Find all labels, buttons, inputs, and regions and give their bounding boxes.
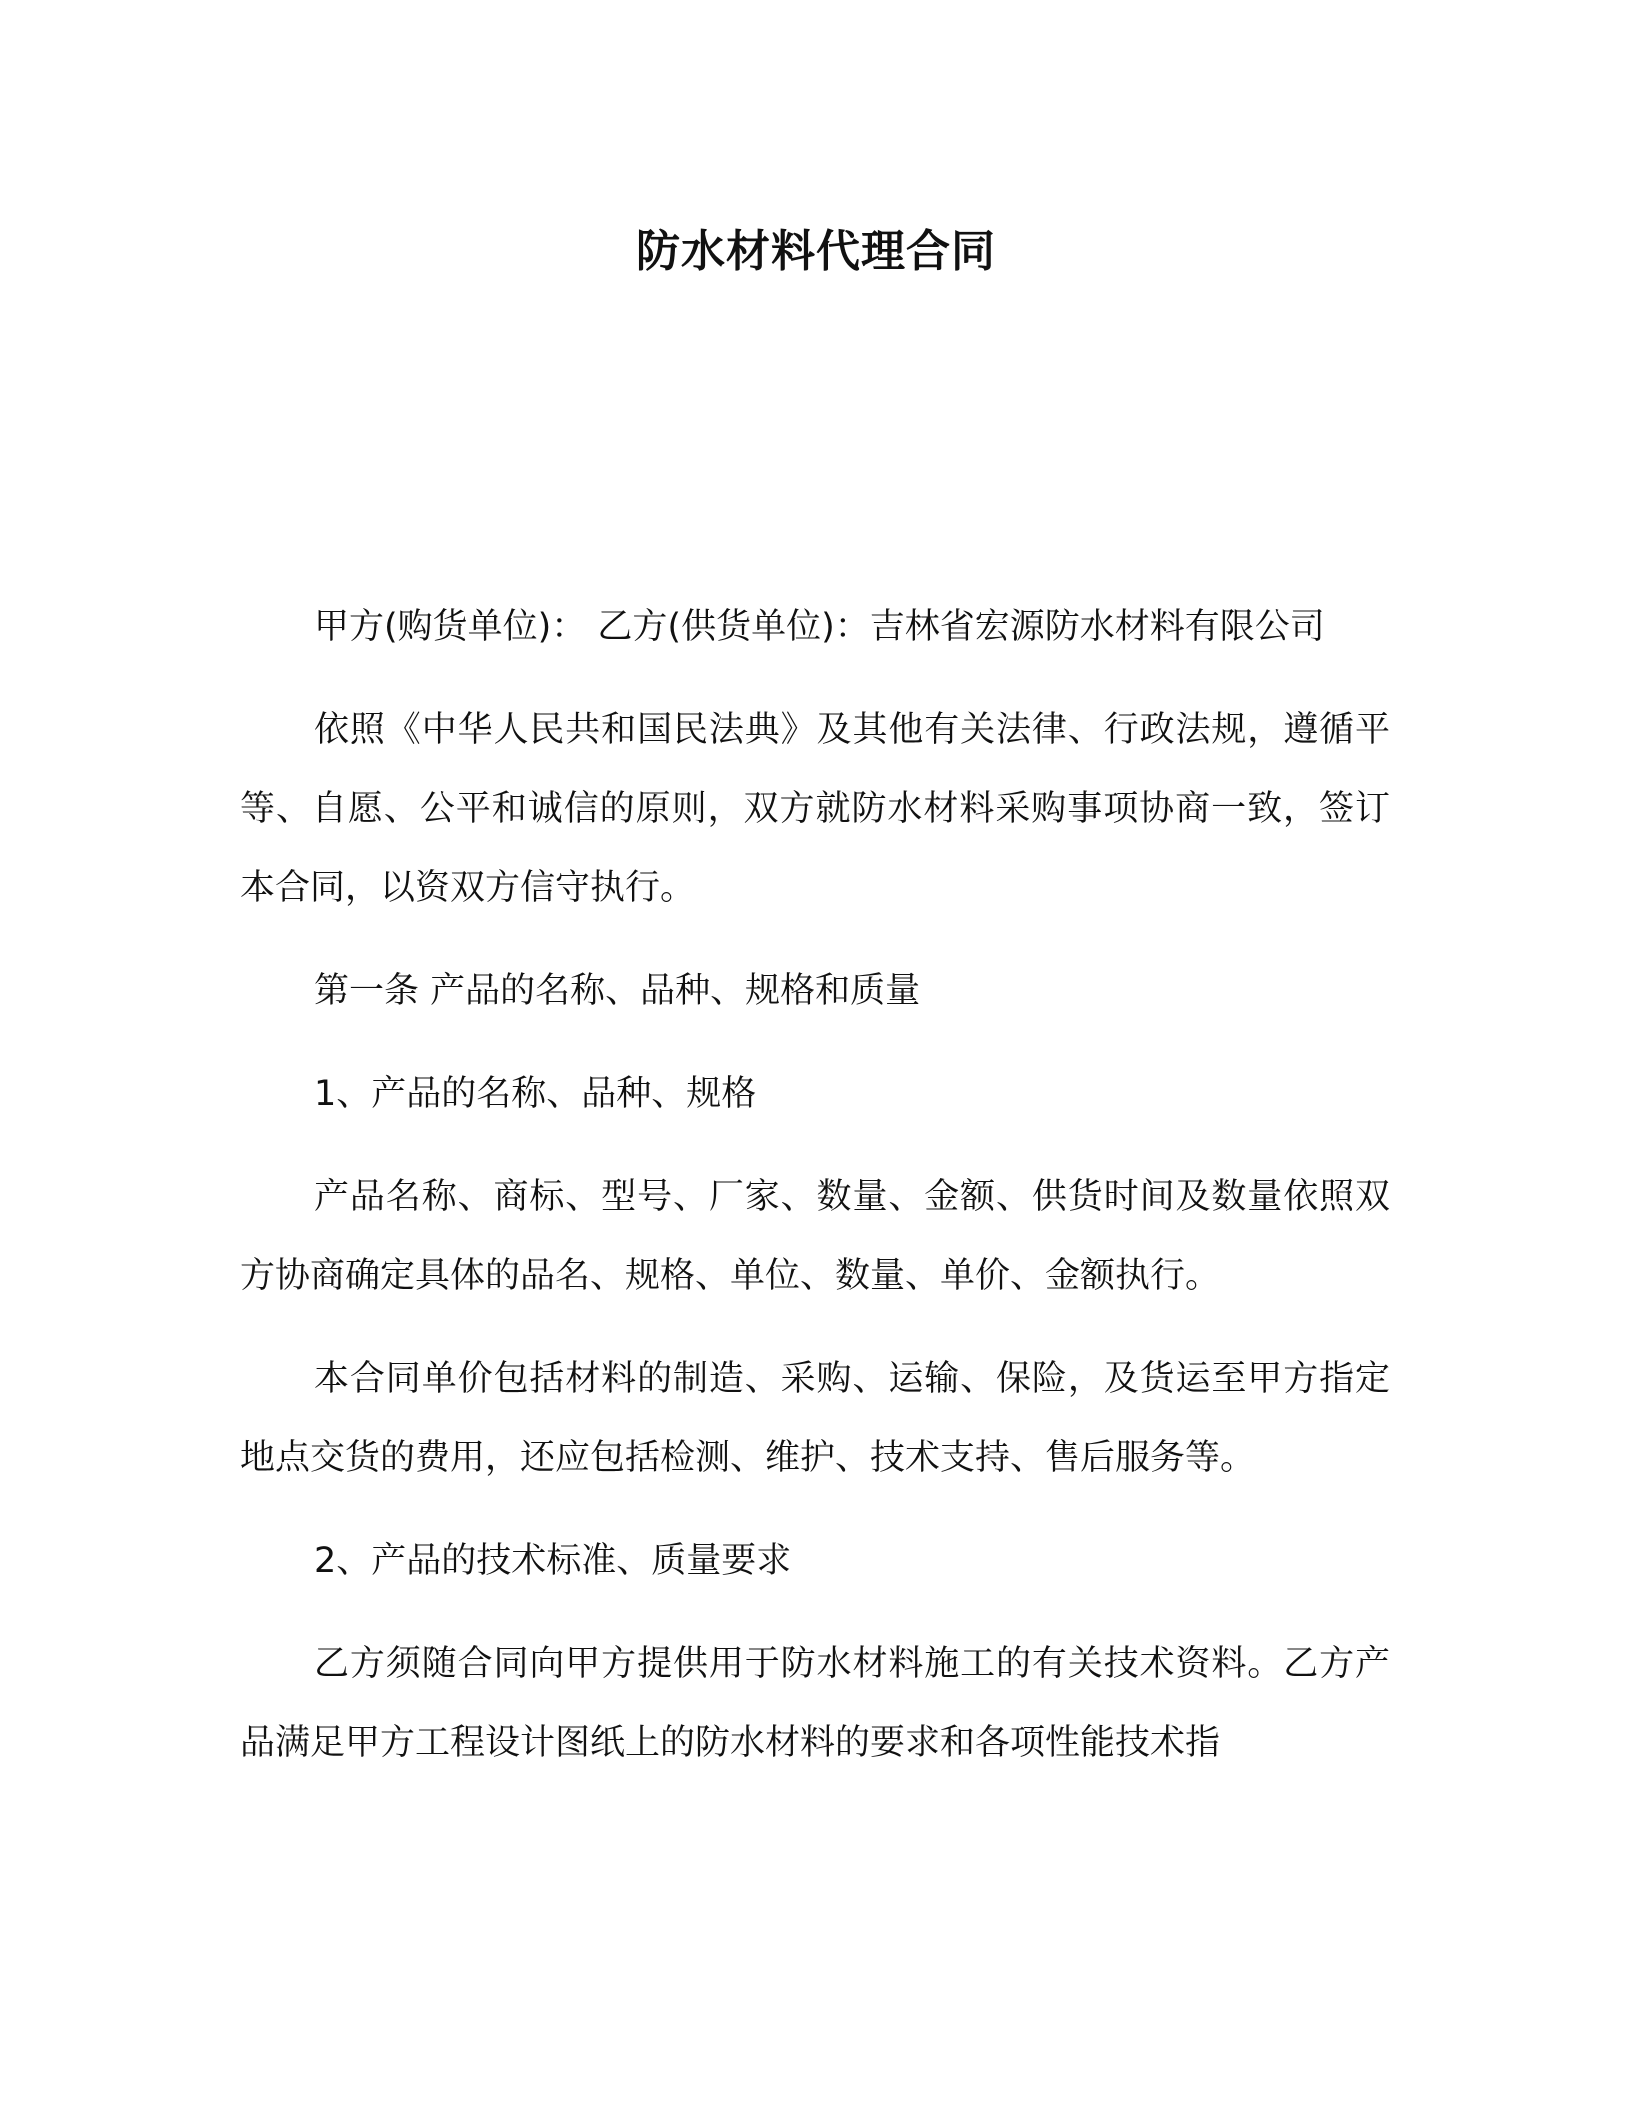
party-info-paragraph: 甲方(购货单位)： 乙方(供货单位)：吉林省宏源防水材料有限公司 [314, 607, 1325, 647]
document-title: 防水材料代理合同 [636, 226, 996, 277]
document-body [240, 588, 1390, 1807]
section-one-heading: 1、产品的名称、品种、规格 [314, 1074, 757, 1114]
technical-docs-paragraph: 乙方须随合同向甲方提供用于防水材料施工的有关技术资料。乙方产品满足甲方工程设计图纸上的防水材料的要求和各项性能技术指 [240, 1644, 1390, 1763]
article-one-heading: 第一条 产品的名称、品种、规格和质量 [314, 971, 921, 1011]
section-two-heading: 2、产品的技术标准、质量要求 [314, 1541, 792, 1581]
product-spec-paragraph: 产品名称、商标、型号、厂家、数量、金额、供货时间及数量依照双方协商确定具体的品名、规格、单位、数量、单价、金额执行。 [240, 1177, 1390, 1296]
price-scope-paragraph: 本合同单价包括材料的制造、采购、运输、保险，及货运至甲方指定地点交货的费用，还应包括检测、维护、技术支持、售后服务等。 [240, 1359, 1390, 1478]
preamble-paragraph: 依照《中华人民共和国民法典》及其他有关法律、行政法规，遵循平等、自愿、公平和诚信的原则，双方就防水材料采购事项协商一致，签订本合同，以资双方信守执行。 [240, 710, 1390, 908]
